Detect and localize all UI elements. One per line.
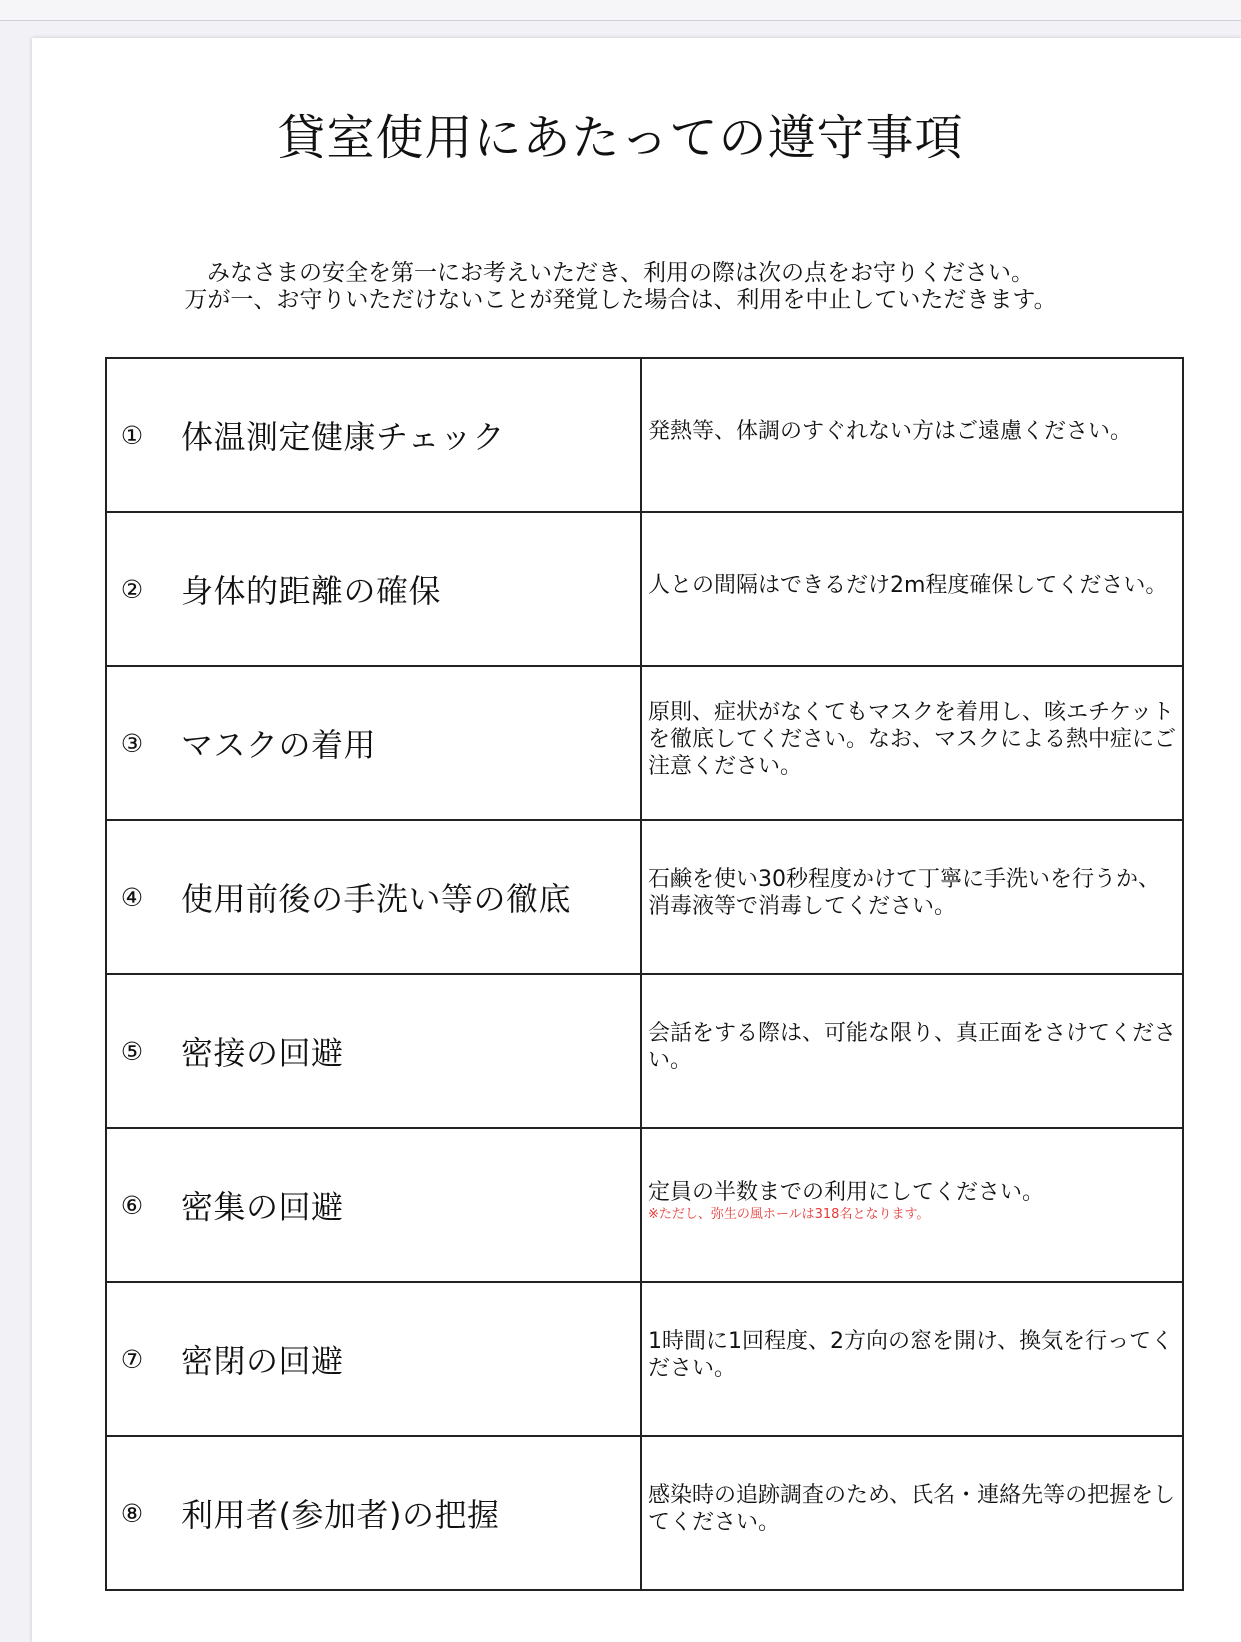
rule-item-cell [106,1436,641,1590]
rule-description: 発熱等、体調のすぐれない方はご遠慮ください。 [648,418,1133,444]
rule-number: ⑥ [120,1190,144,1220]
rule-item-cell [106,820,641,974]
rule-desc-cell [641,820,1183,974]
intro-line-2: 万が一、お守りいただけないことが発覚した場合は、利用を中止していただきます。 [184,287,1057,313]
rule-description: 原則、症状がなくてもマスクを着用し、咳エチケットを徹底してください。なお、マスクによる熱中症にご注意ください。 [648,699,1177,779]
intro-line-1: みなさまの安全を第一にお考えいただき、利用の際は次の点をお守りください。 [206,260,1035,286]
rule-number: ④ [120,882,144,912]
rule-number: ② [120,574,144,604]
viewer-top-bar [0,0,1241,21]
rule-desc-cell [641,358,1183,512]
rule-description: 感染時の追跡調査のため、氏名・連絡先等の把握をしてください。 [648,1483,1176,1535]
rule-description: 定員の半数までの利用にしてください。 [648,1180,1045,1205]
rule-item-cell [106,512,641,666]
rule-description: 人との間隔はできるだけ2m程度確保してください。 [648,572,1168,598]
rule-item-cell [106,358,641,512]
rule-description: 1時間に1回程度、2方向の窓を開け、換気を行ってください。 [648,1329,1174,1381]
rule-desc-cell [641,1282,1183,1436]
table-row [106,820,1183,974]
table-row [106,1282,1183,1436]
rule-desc-cell [641,1436,1183,1590]
rule-number: ⑧ [120,1498,144,1528]
intro-text [0,260,1241,314]
rule-desc-cell [641,1128,1183,1282]
rules-table [105,357,1184,1591]
page-title: 貸室使用にあたっての遵守事項 [277,110,964,166]
rule-number: ① [120,420,144,450]
rule-item: 密集の回避 [181,1188,344,1226]
rule-item-cell [106,666,641,820]
capacity-note: ※ただし、弥生の風ホールは318名となります。 [648,1207,930,1222]
table-row [106,1128,1183,1282]
table-row [106,358,1183,512]
rule-number: ⑤ [120,1036,144,1066]
rule-item-cell [106,974,641,1128]
table-row [106,1436,1183,1590]
rule-description: 石鹸を使い30秒程度かけて丁寧に手洗いを行うか、消毒液等で消毒してください。 [648,867,1160,919]
table-row [106,512,1183,666]
rule-item: 使用前後の手洗い等の徹底 [181,880,572,918]
rule-desc-cell [641,974,1183,1128]
rule-item: 利用者(参加者)の把握 [181,1496,500,1534]
rule-item: 密接の回避 [181,1034,344,1072]
rule-number: ③ [120,728,144,758]
rule-item-cell [106,1128,641,1282]
rule-item-cell [106,1282,641,1436]
rule-item: 身体的距離の確保 [181,572,442,610]
rule-description: 会話をする際は、可能な限り、真正面をさけてください。 [648,1021,1177,1073]
table-row [106,666,1183,820]
rule-number: ⑦ [120,1344,144,1374]
table-row [106,974,1183,1128]
rule-desc-cell [641,666,1183,820]
rule-item: 密閉の回避 [181,1342,344,1380]
rule-item: マスクの着用 [181,726,377,764]
rule-item: 体温測定健康チェック [181,418,506,456]
rule-desc-cell [641,512,1183,666]
